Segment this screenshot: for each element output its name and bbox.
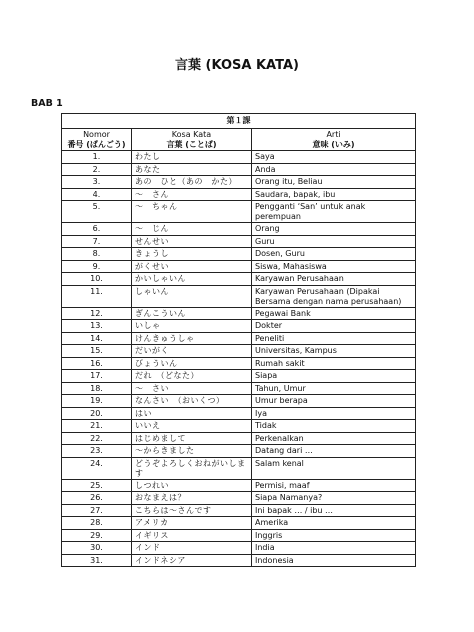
row-meaning: Saya — [252, 151, 416, 164]
row-meaning: Perkenalkan — [252, 432, 416, 445]
row-vocabulary: はじめまして — [132, 432, 252, 445]
row-meaning: Karyawan Perusahaan (Dipakai Bersama dengan nama perusahaan) — [252, 285, 416, 307]
table-row — [62, 382, 416, 395]
row-meaning: Iya — [252, 407, 416, 420]
table-row — [62, 517, 416, 530]
vocabulary-table-body — [62, 151, 416, 567]
row-vocabulary: けんきゅうしゃ — [132, 332, 252, 345]
row-number: 22. — [62, 432, 132, 445]
row-meaning: Inggris — [252, 529, 416, 542]
row-vocabulary: ～からきました — [132, 445, 252, 458]
row-vocabulary: おなまえは？ — [132, 492, 252, 505]
table-row — [62, 201, 416, 223]
row-meaning: Dosen, Guru — [252, 248, 416, 261]
table-row — [62, 332, 416, 345]
header-vocabulary — [132, 129, 252, 151]
row-number: 31. — [62, 554, 132, 567]
row-meaning: Orang itu, Beliau — [252, 176, 416, 189]
table-row — [62, 554, 416, 567]
row-vocabulary: きょうし — [132, 248, 252, 261]
row-vocabulary: どうぞよろしくおねがいします — [132, 457, 252, 479]
row-number: 29. — [62, 529, 132, 542]
row-meaning: Anda — [252, 163, 416, 176]
row-number: 3. — [62, 176, 132, 189]
row-number: 2. — [62, 163, 132, 176]
table-row — [62, 285, 416, 307]
row-number: 1. — [62, 151, 132, 164]
table-row — [62, 163, 416, 176]
row-vocabulary: いしゃ — [132, 320, 252, 333]
row-meaning: Datang dari … — [252, 445, 416, 458]
table-row — [62, 223, 416, 236]
table-row — [62, 176, 416, 189]
table-row — [62, 357, 416, 370]
table-row — [62, 432, 416, 445]
table-row — [62, 188, 416, 201]
table-row — [62, 457, 416, 479]
row-vocabulary: ～ さい — [132, 382, 252, 395]
row-meaning: Dokter — [252, 320, 416, 333]
row-vocabulary: かいしゃいん — [132, 273, 252, 286]
row-meaning: Pengganti ‘San’ untuk anak perempuan — [252, 201, 416, 223]
table-row — [62, 260, 416, 273]
row-number: 28. — [62, 517, 132, 530]
section-label: BAB 1 — [31, 98, 63, 109]
row-number: 25. — [62, 479, 132, 492]
row-meaning: Orang — [252, 223, 416, 236]
row-vocabulary: ぎんこういん — [132, 307, 252, 320]
row-meaning: Karyawan Perusahaan — [252, 273, 416, 286]
row-number: 12. — [62, 307, 132, 320]
table-row — [62, 504, 416, 517]
header-meaning — [252, 129, 416, 151]
row-meaning: Siapa — [252, 370, 416, 383]
row-meaning: Ini bapak … / ibu … — [252, 504, 416, 517]
row-number: 17. — [62, 370, 132, 383]
row-number: 19. — [62, 395, 132, 408]
row-vocabulary: イギリス — [132, 529, 252, 542]
row-number: 11. — [62, 285, 132, 307]
row-meaning: India — [252, 542, 416, 555]
row-vocabulary: ～ じん — [132, 223, 252, 236]
table-row — [62, 407, 416, 420]
table-row — [62, 151, 416, 164]
row-meaning: Peneliti — [252, 332, 416, 345]
row-meaning: Salam kenal — [252, 457, 416, 479]
table-row — [62, 445, 416, 458]
row-number: 23. — [62, 445, 132, 458]
row-number: 7. — [62, 235, 132, 248]
row-number: 24. — [62, 457, 132, 479]
header-vocabulary-japanese: 言葉 (ことば) — [166, 139, 217, 149]
row-number: 6. — [62, 223, 132, 236]
row-meaning: Universitas, Kampus — [252, 345, 416, 358]
page-title: 言葉 (KOSA KATA) — [175, 58, 299, 73]
row-meaning: Siswa, Mahasiswa — [252, 260, 416, 273]
header-meaning-latin: Arti — [326, 130, 341, 139]
table-row — [62, 273, 416, 286]
row-number: 15. — [62, 345, 132, 358]
row-number: 10. — [62, 273, 132, 286]
row-number: 27. — [62, 504, 132, 517]
row-meaning: Saudara, bapak, ibu — [252, 188, 416, 201]
row-number: 21. — [62, 420, 132, 433]
table-row — [62, 235, 416, 248]
header-vocabulary-latin: Kosa Kata — [171, 130, 212, 139]
table-row — [62, 529, 416, 542]
row-vocabulary: しつれい — [132, 479, 252, 492]
row-number: 5. — [62, 201, 132, 223]
table-row — [62, 492, 416, 505]
row-vocabulary: はい — [132, 407, 252, 420]
table-row — [62, 395, 416, 408]
header-number-japanese: 番号 (ばんごう) — [67, 139, 126, 149]
row-meaning: Indonesia — [252, 554, 416, 567]
row-meaning: Tahun, Umur — [252, 382, 416, 395]
row-meaning: Umur berapa — [252, 395, 416, 408]
table-row — [62, 542, 416, 555]
row-vocabulary: がくせい — [132, 260, 252, 273]
row-vocabulary: わたし — [132, 151, 252, 164]
table-row — [62, 420, 416, 433]
row-vocabulary: インドネシア — [132, 554, 252, 567]
row-vocabulary: あの ひと（あの かた） — [132, 176, 252, 189]
row-vocabulary: せんせい — [132, 235, 252, 248]
table-row — [62, 479, 416, 492]
row-number: 13. — [62, 320, 132, 333]
row-vocabulary: アメリカ — [132, 517, 252, 530]
header-meaning-japanese: 意味 (いみ) — [312, 139, 355, 149]
row-meaning: Rumah sakit — [252, 357, 416, 370]
table-row — [62, 320, 416, 333]
table-row — [62, 307, 416, 320]
row-meaning: Amerika — [252, 517, 416, 530]
row-vocabulary: こちらは～さんです — [132, 504, 252, 517]
row-number: 16. — [62, 357, 132, 370]
row-vocabulary: しゃいん — [132, 285, 252, 307]
row-vocabulary: あなた — [132, 163, 252, 176]
row-vocabulary: だいがく — [132, 345, 252, 358]
row-number: 26. — [62, 492, 132, 505]
row-number: 14. — [62, 332, 132, 345]
row-meaning: Permisi, maaf — [252, 479, 416, 492]
row-meaning: Guru — [252, 235, 416, 248]
table-row — [62, 345, 416, 358]
row-vocabulary: びょういん — [132, 357, 252, 370]
row-vocabulary: インド — [132, 542, 252, 555]
row-meaning: Tidak — [252, 420, 416, 433]
header-number-latin: Nomor — [83, 130, 110, 139]
row-meaning: Pegawai Bank — [252, 307, 416, 320]
row-number: 8. — [62, 248, 132, 261]
row-number: 30. — [62, 542, 132, 555]
row-number: 9. — [62, 260, 132, 273]
row-number: 4. — [62, 188, 132, 201]
row-vocabulary: いいえ — [132, 420, 252, 433]
row-vocabulary: ～ ちゃん — [132, 201, 252, 223]
row-number: 18. — [62, 382, 132, 395]
row-vocabulary: なんさい （おいくつ） — [132, 395, 252, 408]
row-vocabulary: だれ （どなた） — [132, 370, 252, 383]
table-row — [62, 370, 416, 383]
row-vocabulary: ～ さん — [132, 188, 252, 201]
lesson-title: 第１課 — [62, 114, 416, 129]
header-number — [62, 129, 132, 151]
vocabulary-table — [61, 113, 416, 567]
table-row — [62, 248, 416, 261]
row-number: 20. — [62, 407, 132, 420]
row-meaning: Siapa Namanya? — [252, 492, 416, 505]
